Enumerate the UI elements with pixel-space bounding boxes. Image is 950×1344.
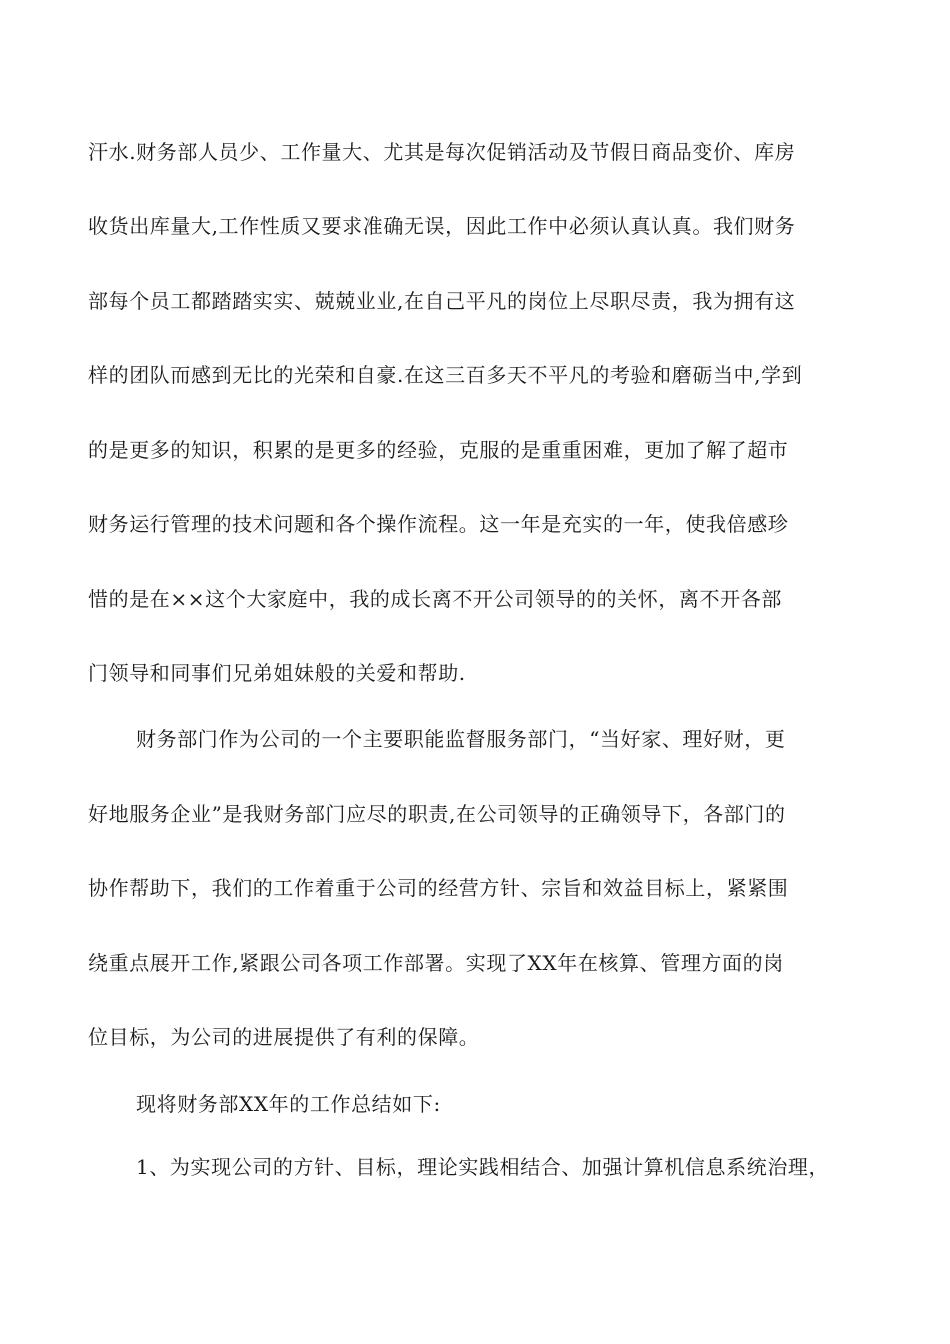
text-line-1: 汗水.财务部人员少、工作量大、尤其是每次促销活动及节假日商品变价、库房	[88, 140, 796, 164]
text-line-11: 协作帮助下，我们的工作着重于公司的经营方针、宗旨和效益目标上，紧紧围	[88, 876, 789, 900]
text-line-9: 财务部门作为公司的一个主要职能监督服务部门，“当好家、理好财，更	[136, 727, 786, 751]
text-line-15: 1、为实现公司的方针、目标，理论实践相结合、加强计算机信息系统治理，	[136, 1155, 830, 1179]
text-line-13: 位目标，为公司的进展提供了有利的保障。	[88, 1025, 480, 1049]
text-line-5: 的是更多的知识，积累的是更多的经验，克服的是重重困难，更加了解了超市	[88, 438, 789, 462]
text-line-7: 惜的是在××这个大家庭中，我的成长离不开公司领导的的关怀，离不开各部	[88, 587, 782, 611]
text-line-3: 部每个员工都踏踏实实、兢兢业业,在自己平凡的岗位上尽职尽责，我为拥有这	[88, 289, 796, 313]
text-line-4: 样的团队而感到无比的光荣和自豪.在这三百多天不平凡的考验和磨砺当中,学到	[88, 363, 803, 387]
text-line-10: 好地服务企业”是我财务部门应尽的职责,在公司领导的正确领导下，各部门的	[88, 802, 786, 826]
text-line-14: 现将财务部XX年的工作总结如下:	[136, 1092, 441, 1116]
text-line-2: 收货出库量大,工作性质又要求准确无误，因此工作中必须认真认真。我们财务	[88, 214, 796, 238]
text-line-8: 门领导和同事们兄弟姐妹般的关爱和帮助.	[88, 661, 466, 685]
text-line-12: 绕重点展开工作,紧跟公司各项工作部署。实现了XX年在核算、管理方面的岗	[88, 951, 784, 975]
text-line-6: 财务运行管理的技术问题和各个操作流程。这一年是充实的一年，使我倍感珍	[88, 512, 789, 536]
